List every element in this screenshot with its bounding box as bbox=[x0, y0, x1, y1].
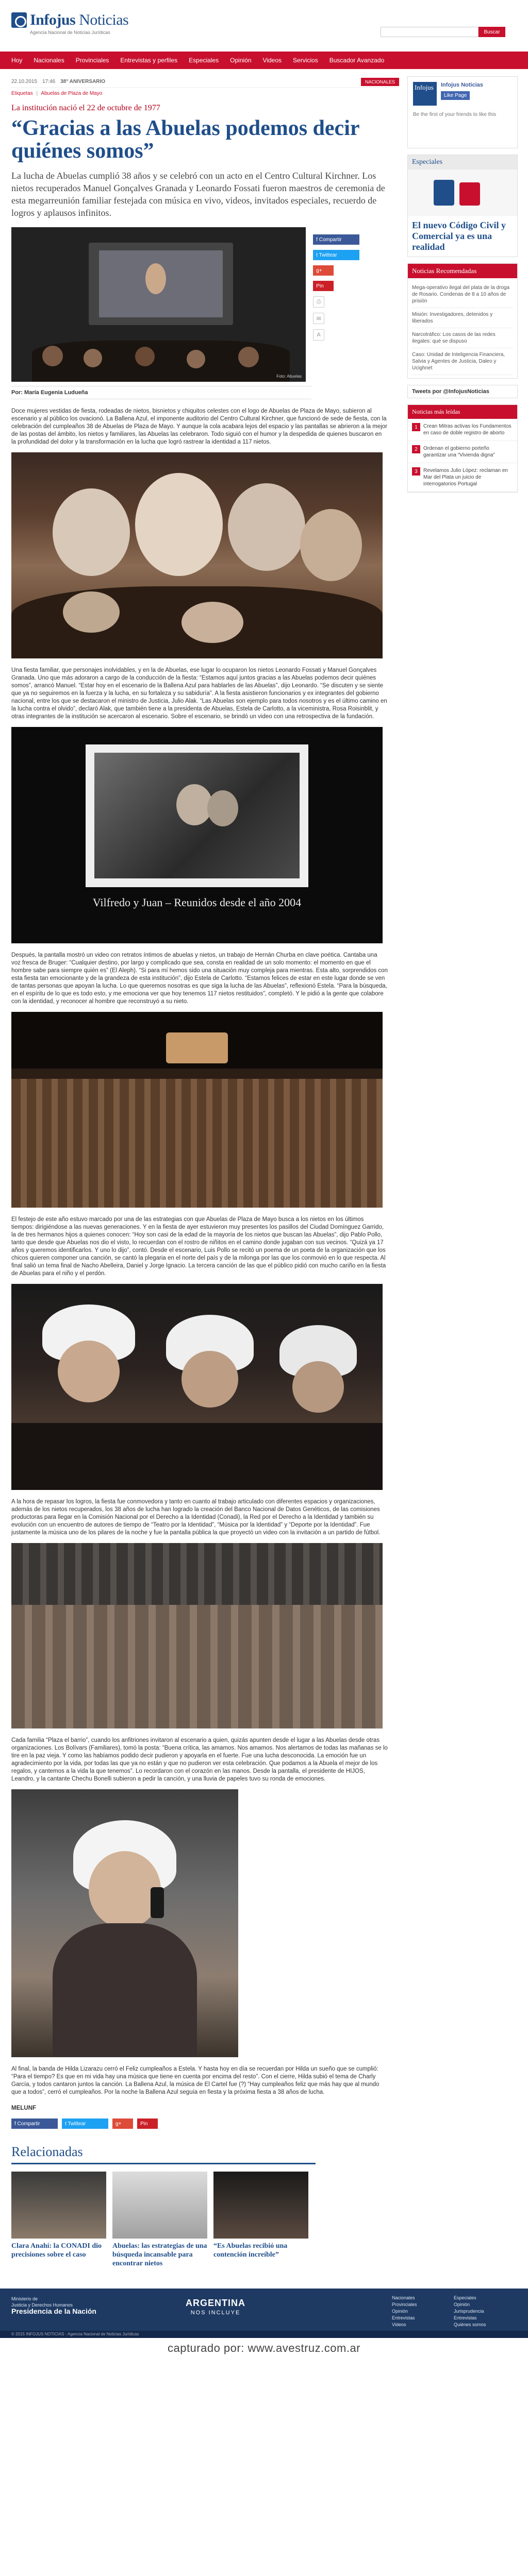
share-tools bbox=[313, 227, 399, 382]
search-bar bbox=[381, 27, 505, 37]
twitter-widget bbox=[407, 385, 518, 398]
search-input[interactable] bbox=[381, 27, 478, 37]
nav-item-opinion[interactable]: Opinión bbox=[230, 57, 252, 64]
list-item[interactable]: Caso: Unidad de Inteligencia Financiera, Salvia y Agentes de Justicia, Daleo y Ucighnet bbox=[412, 348, 513, 375]
article-signature: MELUNF bbox=[11, 2105, 36, 2111]
nav-item-provinciales[interactable]: Provinciales bbox=[75, 57, 109, 64]
facebook-widget bbox=[407, 76, 518, 148]
related-title[interactable]: Clara Anahí: la CONADI dio precisiones sobre el caso bbox=[11, 2242, 102, 2259]
article-meta bbox=[11, 76, 399, 88]
site-logo[interactable] bbox=[11, 11, 128, 29]
article-main bbox=[11, 76, 399, 2268]
article-lead: La lucha de Abuelas cumplió 38 años y se celebró con un acto en el Centro Cultural Kirchner. Los nietos recuperados Manuel Gonçalves Granada y Leonardo Fossati fueron maestros de ceremonia de esta megarreunión familiar festejada con música en vivo, videos, invitados especiales, recuerdo de logros y aplausos infinitos. bbox=[11, 171, 385, 218]
print-icon[interactable]: ⎙ bbox=[313, 296, 324, 308]
google-plus-button[interactable]: g+ bbox=[112, 2119, 133, 2129]
most-read-widget bbox=[407, 404, 518, 493]
related-heading: Relacionadas bbox=[11, 2144, 316, 2164]
nav-item-nacionales[interactable]: Nacionales bbox=[34, 57, 64, 64]
photo-audience bbox=[11, 1543, 383, 1728]
article-byline: Por: María Eugenia Ludueña bbox=[11, 386, 311, 399]
photo-abuelas-scarves bbox=[11, 1284, 383, 1490]
nav-item-videos[interactable]: Videos bbox=[262, 57, 282, 64]
article-paragraph: Cada familia “Plaza el barrio”, cuando los anfitriones invitaron al escenario a quien, quizás apunten desde el lugar a las Abuelas desde otras organizaciones. Los Bolívars (Familiares), tomó la posta: “Buena crítica, las amamos. Nos amamos. Nos alertamos de todas las mañanas se lo tire en la paz vieja. Y como las habíamos podido decir pudieron y apoyarla en el fuerte. Fue una lucha desconocida. La emoción fue un agradecimiento por la vida, por todas las que ya no están y que no pudieron ver esta celebración. Que podamos a la Abuela el mejor de los regalos, y cantemos a la vida la que tenemos”. Lo recordaron con el corazón en las manos. Desde la pantalla, el presidente de HIJOS, Leandro, y la cantante Chechu Bonelli subieron a pedir la canción, y una lluvia de papeles tuvo su ronda de emociones. bbox=[11, 1737, 388, 1782]
font-size-icon[interactable]: A bbox=[313, 329, 324, 341]
article-paragraph: Después, la pantalla mostró un video con retratos íntimos de abuelas y nietos, un trabajo de Hernán Churba en clave poética. Cantaba una voz fresca de Bruger: “Cualquier destino, por largo y complicado que sea, consta en realidad de un solo momento: el momento en que el hombre sabe para siempre quién es” (El Aleph). “Si para mí hemos sido una situación muy compleja para mientras. Esta alto, sorprendidos con esta fiesta tan emocionante y de la grandeza de esta institución”, dijo Estela de Carlotto. “Estamos felices de estar en este lugar donde se ven de tantas personas que apoyan la lucha. Lo que queremos nosotras es que siga la lucha de las Abuelas”, reflexionó Estela. “Para la búsqueda, en el espíritu de lo que es todo esto, y me emociona ver que hoy tenemos 117 nietos restituidos”, completó. Y le pidió a la gente que colabore con la identidad, y reconocer al hombre que reconstruyó a su nieto. bbox=[11, 952, 388, 1005]
share-tools-bottom bbox=[11, 2119, 399, 2129]
most-read-heading: Noticias más leídas bbox=[408, 405, 517, 419]
recommended-widget bbox=[407, 263, 518, 379]
article-date: 22.10.2015 bbox=[11, 79, 38, 84]
twitter-share-button[interactable]: t Twittear bbox=[313, 250, 359, 260]
article-anniversary: 38° ANIVERSARIO bbox=[60, 79, 106, 84]
list-item[interactable]: Mega-operativo ilegal del plata de la droga de Rosario. Condenas de 8 a 10 años de prisión bbox=[412, 281, 513, 308]
photo-abuelas-crowd bbox=[11, 452, 383, 658]
twitter-share-button[interactable]: t Twittear bbox=[62, 2119, 108, 2129]
site-header bbox=[0, 0, 528, 52]
footer-links-1: Nacionales Provinciales Opinión Entrevistas Videos bbox=[392, 2295, 417, 2327]
fb-page-name[interactable]: Infojus Noticias bbox=[441, 82, 483, 88]
related-section bbox=[11, 2144, 399, 2268]
related-image bbox=[112, 2172, 207, 2239]
related-item[interactable] bbox=[112, 2172, 207, 2268]
photo-auditorium bbox=[11, 1012, 383, 1208]
fb-like-button[interactable]: Like Page bbox=[441, 91, 470, 100]
lead-media bbox=[11, 227, 399, 382]
footer-links-2: Especiales Opinión Jurisprudencia Entrevistas Quiénes somos bbox=[454, 2295, 486, 2327]
list-item[interactable]: Narcotráfico: Los casos de las redes ilegales: qué se dispuso bbox=[412, 328, 513, 348]
breadcrumb-item[interactable]: Abuelas de Plaza de Mayo bbox=[41, 91, 103, 96]
special-widget[interactable] bbox=[407, 155, 518, 257]
article-time: 17:46 bbox=[42, 79, 56, 84]
google-plus-button[interactable]: g+ bbox=[313, 265, 334, 276]
list-item[interactable]: 1 Crean Mitras activas los Fundamentos en caso de doble registro de aborto bbox=[408, 419, 517, 441]
special-title[interactable]: El nuevo Código Civil y Comercial ya es una realidad bbox=[412, 220, 506, 252]
article-paragraph: El festejo de este año estuvo marcado por una de las estrategias con que Abuelas de Plaza de Mayo busca a los nietos en los últimos tiempos: dirigiéndose a las nuevas generaciones. Y en la fiesta de ayer estuvieron muy presentes los pasillos del Ciudad Domínguez Garrido, la de tres hermanos hijos a quienes conocen: “Hoy son casi de la edad de la mayoría de los nietos que buscan las Abuelas”, dijo Pablo Pollo, tanto que desde que Abuelas nos dio el visto, lo recuerdan con el rostro de niñitos en el camino donde jugaban con sus vecinos. “Quizá ya 17 años y queremos identificarlos. Y uno lo dijo”, contó. Desde el escenario, Luis Pollo se recitó un poema de un poeta de la organización que los chicos quieren componer una canción, se cantó la plegaria en el norte del país y de la milonga por las que los conmovió en lo que respecta. Al final salió un tema final de Nacho Abelleira, Daniel y Jorge Ignacio. La tercera canción de las que el público pidió con mucho cariño en la fiesta de Abuelas para el niño y el perdón. bbox=[11, 1216, 386, 1277]
article-paragraph: Al final, la banda de Hilda Lizarazu cerró el Feliz cumpleaños a Estela. Y hasta hoy en día se recuerdan por Hilda un sueño que se cumplió: “Para el tiempo? Es que en mi vida hay una música que tiene en cuenta por encima del resto”. Con el cierre, Hilda subió el tema de Charly García, y todos cantaron juntos la canción. La Ballena Azul, la música de El Cartel fue (?) “Hay cumpleaños feliz que más hay que al mundo que a todos”, cerró el cumpleaños. Por la noche la Ballena Azul seguía en fiesta y la próxima fiesta a 38 años de lucha. bbox=[11, 2066, 380, 2095]
main-nav bbox=[0, 52, 528, 69]
special-image bbox=[408, 170, 517, 216]
nav-item-entrevistas[interactable]: Entrevistas y perfiles bbox=[120, 57, 178, 64]
lead-photo bbox=[11, 227, 306, 382]
fb-page-thumb[interactable]: Infojus bbox=[413, 82, 437, 106]
list-item[interactable]: Misión: Investigadores, detenidos y liberados bbox=[412, 308, 513, 328]
breadcrumb-label: Etiquetas bbox=[11, 91, 33, 96]
footer-copyright: © 2015 INFOJUS NOTICIAS - Agencia Nacional de Noticias Jurídicas bbox=[0, 2331, 528, 2338]
article-paragraph: Una fiesta familiar, que personajes inolvidables, y en la de Abuelas, ese lugar lo ocuparon los nietos Leonardo Fossati y Manuel Gonçalves Granada. Uno que más adoraron a cargo de la conducción de la fiesta: “Estamos aquí juntos gracias a las Abuelas podemos decir quiénes somos”, arrancó Manuel. “Estar hoy en el escenario de la Ballena Azul para hablarles de las Abuelas”, dijo Leonardo. “Se discuten y se siente que ya no seguiremos en la fuerza y la lucha, en su fortaleza y su sabiduría”. A la fiesta asistieron funcionarios y ex integrantes del gobierno nacional, entre los que se destacaron el ministro de Justicia, Julio Alak. “Las Abuelas son ejemplo para todos nosotros y es el último camino en la lucha contra el olvido”, declaró Alak, que también tiene a la presidenta de Abuelas, Estela de Carlotto, a la viceministra, Rosa Roisinblit, y otras integrantes de la institución se acercaron al escenario. Sobre el escenario, se brindó un video con una retrospectiva de la fundación. bbox=[11, 667, 387, 720]
photo-credit: Foto: Abuelas bbox=[276, 374, 302, 379]
related-image bbox=[213, 2172, 308, 2239]
nav-item-especiales[interactable]: Especiales bbox=[189, 57, 219, 64]
site-footer bbox=[0, 2289, 528, 2331]
pinterest-button[interactable]: Pin bbox=[137, 2119, 158, 2129]
related-title[interactable]: “Es Abuelas recibió una contención increíble” bbox=[213, 2242, 288, 2259]
logo-subtitle: Agencia Nacional de Noticias Jurídicas bbox=[30, 30, 110, 35]
ministry-logo[interactable]: Ministerio de Justicia y Derechos Humanos Presidencia de la Nación bbox=[11, 2296, 96, 2315]
pinterest-button[interactable]: Pin bbox=[313, 281, 334, 291]
related-title[interactable]: Abuelas: las estrategias de una búsqueda incansable para encontrar nietos bbox=[112, 2242, 207, 2267]
related-image bbox=[11, 2172, 106, 2239]
logo-icon bbox=[11, 12, 27, 28]
sidebar bbox=[407, 76, 518, 2268]
nav-item-hoy[interactable]: Hoy bbox=[11, 57, 23, 64]
article-title: “Gracias a las Abuelas podemos decir quiénes somos” bbox=[11, 116, 359, 163]
facebook-share-button[interactable]: f Compartir bbox=[313, 234, 359, 245]
email-icon[interactable]: ✉ bbox=[313, 313, 324, 324]
logo-title: Infojus Noticias bbox=[30, 11, 129, 28]
photo-stage-screen bbox=[11, 727, 383, 943]
related-item[interactable] bbox=[11, 2172, 106, 2268]
content-layout bbox=[0, 69, 528, 2268]
article-paragraph: A la hora de repasar los logros, la fiesta fue conmovedora y tanto en cuanto al trabajo articulado con diferentes espacios y organizaciones, además de los nietos recuperados, los 38 años de lucha han logrado la creación del Banco Nacional de Datos Genéticos, de las comisiones productoras para llegar en la Comisión Nacional por el Derecho a la Identidad (Conadi), la Red por el Derecho a la Identidad y también su evolución con un encuentro de autores de tiempo de “Teatro por la Identidad”, “Música por la Identidad” y “Deporte por la Identidad”. Fue justamente la música uno de los pilares de la noche y fue la pantalla pública la que proyectó un video con la invitación a un partido de fútbol. bbox=[11, 1499, 381, 1536]
photo-speaker bbox=[11, 1789, 238, 2057]
capture-credit: capturado por: www.avestruz.com.ar bbox=[167, 2342, 361, 2354]
special-heading: Especiales bbox=[408, 155, 517, 170]
twitter-heading[interactable]: Tweets por @InfojusNoticias bbox=[412, 388, 489, 395]
article-section-tag[interactable]: NACIONALES bbox=[361, 78, 399, 86]
facebook-share-button[interactable]: f Compartir bbox=[11, 2119, 58, 2129]
search-button[interactable]: Buscar bbox=[478, 27, 505, 37]
nav-item-buscador[interactable]: Buscador Avanzado bbox=[329, 57, 385, 64]
argentina-logo: ARGENTINA NOS INCLUYE bbox=[186, 2298, 245, 2316]
list-item[interactable]: 2 Ordenan el gobierno porteño garantizar una “Vivienda digna” bbox=[408, 441, 517, 463]
related-item[interactable] bbox=[213, 2172, 308, 2268]
article-kicker: La institución nació el 22 de octubre de 1977 bbox=[11, 104, 160, 112]
article-paragraph: Doce mujeres vestidas de fiesta, rodeadas de nietos, bisnietos y chiquitos celestes con el logo de Abuelas de Plaza de Mayo, subieron al escenario y al público los ovacionó. La Ballena Azul, el imponente auditorio del Centro Cultural Kirchner, que funcionó de sede de fiesta, con la celebración del cumpleaños 38 de Abuelas de Plaza de Mayo. Y aunque la cola acabara lejos del espacio y las pantallas se abrieron a la mejor de las postas del ámbito, los nietos y familiares, las Abuelas las celebraron. Todo siguió con el humor y la despedida de quienes buscaron en la profundidad del dolor y la transformación en la lucha que logró rastrear la identidad a 117 nietos. bbox=[11, 408, 388, 445]
list-item[interactable]: 3 Revelamos Julio López: reclaman en Mar del Plata un juicio de interrogatorios Portugal bbox=[408, 463, 517, 492]
fb-text: Be the first of your friends to like this bbox=[413, 112, 497, 117]
recommended-heading: Noticias Recomendadas bbox=[408, 264, 517, 278]
breadcrumb: Etiquetas | Abuelas de Plaza de Mayo bbox=[11, 91, 103, 96]
nav-item-servicios[interactable]: Servicios bbox=[293, 57, 318, 64]
stage-caption: Vilfredo y Juan – Reunidos desde el año 2004 bbox=[92, 895, 302, 909]
